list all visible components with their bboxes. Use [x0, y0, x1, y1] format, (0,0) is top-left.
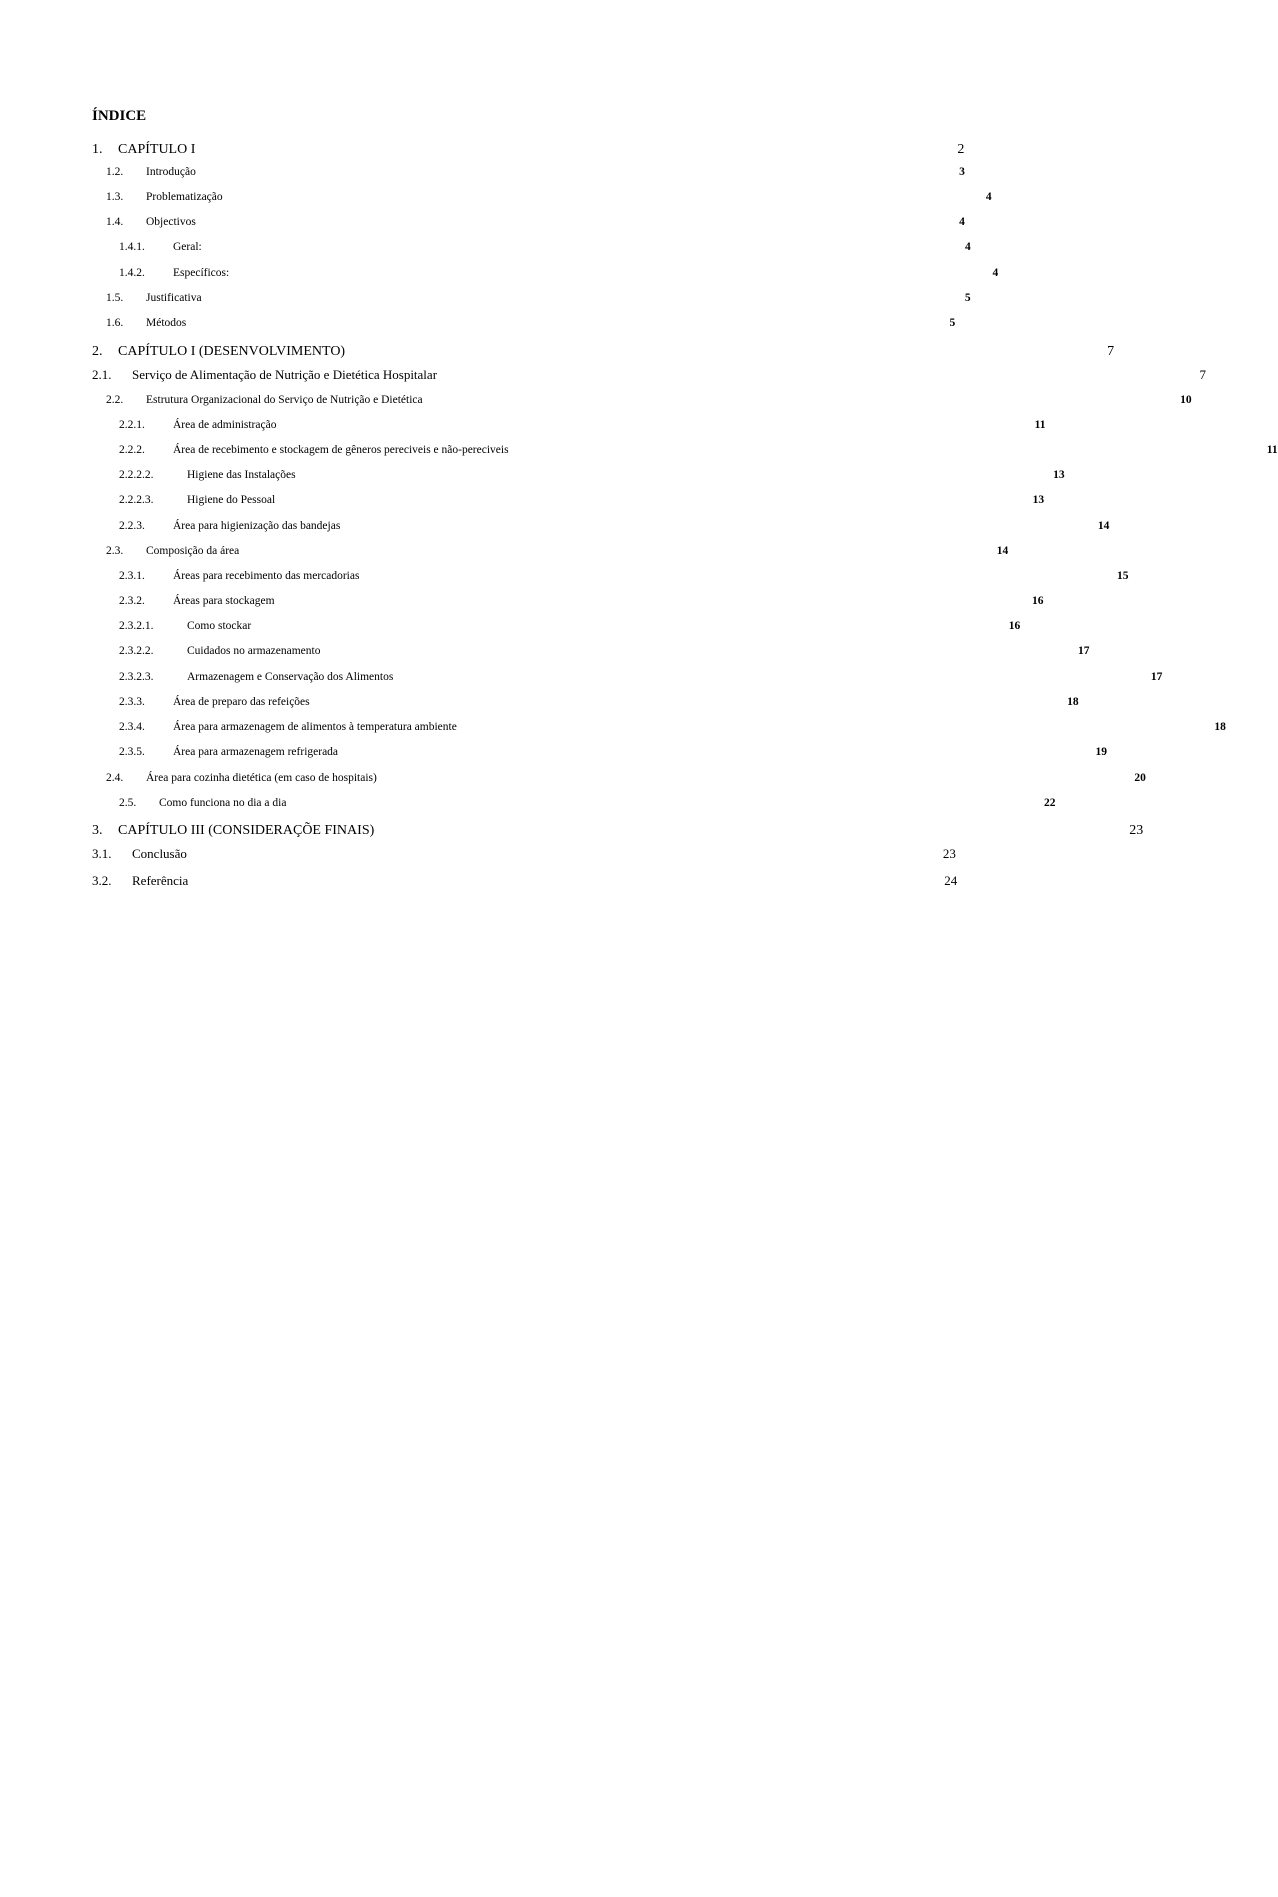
toc-entry-label: Composição da área [146, 544, 240, 557]
toc-entry-label: CAPÍTULO I [118, 141, 196, 157]
toc-page-number: 23 [1129, 822, 1144, 838]
toc-entry-label: CAPÍTULO III (CONSIDERAÇÕE FINAIS) [118, 822, 375, 838]
toc-entry-label: Área de preparo das refeições [173, 695, 310, 708]
toc-page-number: 5 [949, 316, 956, 329]
toc-entry-number: 1.5. [106, 291, 124, 304]
toc-page-number: 14 [1097, 519, 1110, 532]
toc-entry-label: Áreas para recebimento das mercadorias [173, 569, 360, 582]
toc-entry-number: 1.2. [106, 165, 124, 178]
toc-page-number: 16 [1032, 594, 1044, 607]
toc-entry-number: 2.4. [106, 771, 124, 784]
toc-entry-label: Como funciona no dia a dia [159, 796, 287, 809]
toc-entry-label: Problematização [146, 190, 223, 203]
toc-entry-label: Armazenagem e Conservação dos Alimentos [187, 670, 394, 683]
toc-entry-label: Geral: [173, 240, 202, 253]
toc-entry-number: 2.2.2. [119, 443, 145, 456]
toc-entry-number: 3.2. [92, 872, 112, 888]
toc-entry-label: Área para armazenagem de alimentos à temperatura ambiente [173, 720, 457, 733]
toc-entry-number: 2.3.1. [119, 569, 145, 582]
toc-entry-label: Área para armazenagem refrigerada [173, 745, 339, 758]
toc-page-number: 19 [1095, 745, 1108, 758]
toc-page-number: 10 [1180, 393, 1192, 406]
toc-entry-number: 2.2.2.2. [119, 468, 154, 481]
toc-heading: ÍNDICE [92, 108, 147, 124]
toc-entry-label: Referência [132, 872, 189, 888]
toc-page-number: 11 [1266, 443, 1278, 456]
toc-page-number: 18 [1067, 695, 1079, 708]
toc-page-number: 4 [959, 215, 965, 228]
toc-entry-label: Área para cozinha dietética (em caso de hospitais) [146, 771, 377, 784]
toc-entry-number: 2.5. [119, 796, 137, 809]
toc-entry-label: CAPÍTULO I (DESENVOLVIMENTO) [118, 343, 346, 359]
toc-entry-label: Área de recebimento e stockagem de gêneros pereciveis e não-pereciveis [173, 443, 509, 456]
toc-entry-number: 2.3.2. [119, 594, 145, 607]
toc-entry-number: 2.2.1. [119, 418, 145, 431]
toc-entry-number: 2.3.2.3. [119, 670, 154, 683]
toc-entry-number: 2.3.4. [119, 720, 145, 733]
toc-entry[interactable] [92, 869, 958, 1897]
toc-entry-label: Estrutura Organizacional do Serviço de Nutrição e Dietética [146, 393, 423, 406]
toc-page-number: 5 [964, 291, 971, 304]
toc-entry-number: 3.1. [92, 845, 112, 861]
toc-entry-number: 1.3. [106, 190, 124, 203]
toc-entry-label: Áreas para stockagem [173, 594, 275, 607]
toc-entry-label: Como stockar [187, 619, 252, 632]
toc-page-number: 3 [959, 165, 965, 178]
toc-entry-label: Justificativa [146, 291, 202, 304]
toc-entry-number: 2.1. [92, 366, 112, 382]
toc-entry-label: Objectivos [146, 215, 196, 228]
toc-page-number: 4 [992, 266, 999, 279]
toc-page-number: 14 [996, 544, 1009, 557]
toc-page-number: 7 [1107, 343, 1115, 359]
toc-page-number: 4 [985, 190, 992, 203]
toc-entry-number: 1.6. [106, 316, 124, 329]
toc-entry-number: 2.2. [106, 393, 124, 406]
toc-page-number: 18 [1214, 720, 1226, 733]
toc-entry-number: 1.4. [106, 215, 124, 228]
toc-entry-number: 1. [92, 141, 103, 157]
toc-page-number: 2 [957, 141, 965, 157]
toc-entry-label: Higiene do Pessoal [187, 493, 276, 506]
toc-page-number: 7 [1199, 366, 1207, 382]
toc-page-number: 23 [942, 845, 956, 861]
toc-entry-label: Higiene das Instalações [187, 468, 296, 481]
toc-page-number: 22 [1043, 796, 1056, 809]
toc-entry-number: 3. [92, 822, 103, 838]
toc-entry-label: Conclusão [132, 845, 187, 861]
toc-page-number: 17 [1078, 644, 1090, 657]
toc-entry-number: 2.2.2.3. [119, 493, 154, 506]
toc-entry-number: 2.3.5. [119, 745, 145, 758]
toc-entry-label: Área de administração [173, 418, 277, 431]
toc-entry-label: Área para higienização das bandejas [173, 519, 341, 532]
toc-page-number: 16 [1008, 619, 1021, 632]
toc-page-number: 24 [944, 872, 958, 888]
toc-entry-number: 2.3.2.1. [119, 619, 154, 632]
toc-entry-number: 2. [92, 343, 103, 359]
toc-entry-label: Cuidados no armazenamento [187, 644, 321, 657]
toc-page-number: 4 [964, 240, 971, 253]
toc-entry-number: 2.3.2.2. [119, 644, 154, 657]
toc-entry-number: 2.3. [106, 544, 124, 557]
toc-entry-label: Serviço de Alimentação de Nutrição e Dietética Hospitalar [132, 366, 438, 382]
toc-page-number: 15 [1116, 569, 1129, 582]
toc-entry-number: 2.3.3. [119, 695, 145, 708]
toc-page-number: 17 [1150, 670, 1163, 683]
toc-page-number: 13 [1053, 468, 1065, 481]
toc-entry-number: 2.2.3. [119, 519, 145, 532]
toc-entry-label: Introdução [146, 165, 196, 178]
toc-page-number: 11 [1034, 418, 1046, 431]
toc-page-number: 20 [1134, 771, 1146, 784]
toc-entry-number: 1.4.2. [119, 266, 145, 279]
toc-entry-label: Métodos [146, 316, 187, 329]
toc-entry-number: 1.4.1. [119, 240, 145, 253]
toc-entry-label: Específicos: [173, 266, 230, 279]
toc-page-number: 13 [1032, 493, 1045, 506]
